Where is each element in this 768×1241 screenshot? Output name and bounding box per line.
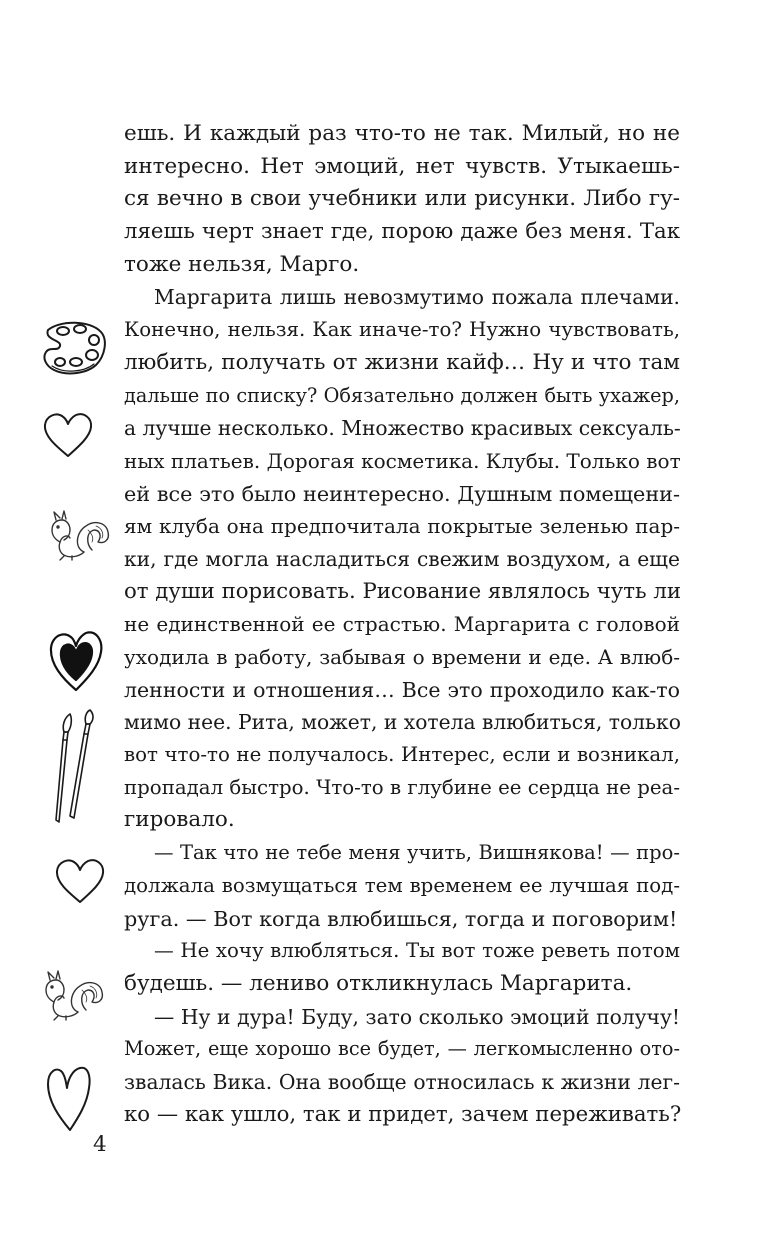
text-line: ешь. И каждый раз что-то не так. Милый, но не: [124, 121, 680, 146]
squirrel-icon: [38, 968, 106, 1024]
heart-sketch-icon: [44, 1062, 92, 1132]
text-line: ко — как ушло, так и придет, зачем переживать?: [124, 1101, 682, 1127]
text-line: должала возмущаться тем временем ее лучшая под-: [124, 873, 680, 897]
text-line: ных платьев. Дорогая косметика. Клубы. Только вот: [124, 448, 681, 473]
text-line: Маргарита лишь невозмутимо пожала плечами.: [154, 285, 680, 310]
heart-filled-icon: [48, 628, 104, 692]
text-line: ляешь черт знает где, порою даже без меня. Так: [124, 219, 680, 245]
text-line: ям клуба она предпочитала покрытые зеленью пар-: [124, 514, 680, 539]
text-line: ки, где могла насладиться свежим воздухом, а еще: [124, 546, 680, 571]
text-line: — Не хочу влюбляться. Ты вот тоже реветь потом: [154, 939, 680, 963]
page-number: 4: [93, 1132, 107, 1157]
body-text: [124, 118, 680, 1131]
text-line: любить, получать от жизни кайф… Ну и что там: [124, 349, 680, 375]
heart-outline-icon: [42, 412, 94, 458]
text-line: — Так что не тебе меня учить, Вишнякова! — про-: [154, 841, 680, 865]
text-line: Конечно, нельзя. Как иначе-то? Нужно чувствовать,: [124, 318, 680, 342]
text-line: гировало.: [124, 807, 235, 833]
text-line: ей все это было неинтересно. Душным помещени-: [124, 481, 680, 506]
text-line: — Ну и дура! Буду, зато сколько эмоций получу!: [154, 1004, 680, 1029]
text-line: не единственной ее страстью. Маргарита с головой: [124, 612, 680, 637]
squirrel-icon: [44, 508, 112, 564]
palette-icon: [38, 318, 108, 378]
text-line: будешь. — лениво откликнулась Маргарита.: [124, 970, 633, 996]
text-line: уходила в работу, забывая о времени и еде. А влюб-: [124, 645, 680, 669]
text-line: дальше по списку? Обязательно должен быть ухажер,: [124, 383, 680, 407]
paintbrushes-icon: [50, 708, 100, 826]
text-line: а лучше несколько. Множество красивых сексуаль-: [124, 416, 681, 441]
text-line: интересно. Нет эмоций, нет чувств. Утыкаешь-: [124, 153, 680, 179]
text-line: вот что-то не получалось. Интерес, если и возникал,: [124, 743, 680, 767]
text-line: ленности и отношения… Все это проходило как-то: [124, 677, 680, 702]
text-line: руга. — Вот когда влюбишься, тогда и поговорим!: [124, 906, 678, 931]
text-line: звалась Вика. Она вообще относилась к жизни лег-: [124, 1069, 680, 1094]
heart-outline-icon: [54, 858, 106, 904]
text-line: тоже нельзя, Марго.: [124, 251, 360, 277]
text-line: пропадал быстро. Что-то в глубине ее сердца не реа-: [124, 775, 680, 799]
text-line: от души порисовать. Рисование являлось чуть ли: [124, 578, 681, 604]
text-line: ся вечно в свои учебники или рисунки. Либо гу-: [124, 186, 680, 212]
text-line: мимо нее. Рита, может, и хотела влюбиться, только: [124, 710, 681, 735]
text-line: Может, еще хорошо все будет, — легкомысленно ото-: [124, 1037, 680, 1061]
